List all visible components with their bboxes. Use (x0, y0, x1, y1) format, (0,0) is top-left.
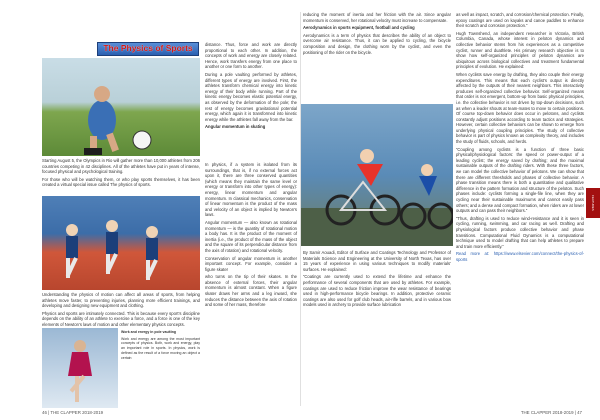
col2-p3-heading: Angular momentum in skating (205, 124, 266, 130)
col2-p2: During a pole vaulting performed by athletes, different types of energy are involved. First, the athletes transform chemical energy into kinetic energy of their body while running. Part of the kinetic energy becomes elastic potential energy, as observed by the deformation of the pole; the rest of energy becomes gravitational potential energy, which again it is transformed into kinetic energy while the athletes fall away from the bar. (205, 71, 297, 122)
photo-skater (42, 328, 118, 408)
col4-p3: When cyclists save energy by drafting, they also couple their energy expenditures. This means that each cyclist’s output is directly affected by the outputs of their nearest neighbors. This interactivity produces self-organized collective behavior. Self-organized means that order is not emergent, bottom-up from basic physical principles, i.e. the collective behavior is not driven by top-down decisions, such as when a leader shouts at team-mates to move to certain positions. Of course top-down behavior does occur in pelotons, and cyclists constantly adjust positions according to team tactics and strategies. However, certain collective behaviors can be shown to emerge from underlying physical coupling principles. The study of collective behavior is part of physics known as complexity theory, and includes the study of fluids, schools, and herds. (456, 71, 584, 145)
col3-p2: Aerodynamics in sports equipment, football and cycling (303, 25, 415, 31)
col3-p5: “Coatings are currently used to extend the lifetime and enhance the performance of several components that are used by athletes. For example, coatings are used to reduce friction improve the wear resistance of bearings used in high-performance bicycle bearings. In addition, protective ceramic coatings are also used for golf club heads, air-rifle barrels, and in various bow models used in archery to provide surface lubrication (303, 274, 451, 308)
column-2 (205, 42, 297, 132)
column-1b (42, 292, 200, 330)
col4-p5: “Thus, drafting is used to reduce wind-resistance and it is seen in cycling, running, swimming, and car racing as well. Drafting and physiological factors produce collective behavior and phase transitions. Computational Fluid Dynamics is a computational technique used to model drafting that can help athletes to prepare and train more efficiently.” (456, 215, 584, 249)
col3-p1: reducing the moment of inertia and her friction with the air. Since angular momentum is conserved, her rotational velocity must increase to compensate. (303, 12, 451, 23)
col2-p4: In physics, if a system is isolated from its surroundings, that is, if no external forces act upon it, there are three conserved quantities (which means they maintain the same level or energy or transform into other types of energy): energy, linear momentum and angular momentum. In classical mechanics, conservation of linear momentum is the product of the mass and velocity of an object is implied by Newton’s laws. (205, 162, 297, 218)
col3-p3: Aerodynamics is a term of physics that describes the ability of an object to overcome air resistance. Thus, it can be applied to cycling, the bicycle composition and design, the clothing worn by the cyclist, and even the positioning of the rider on the bicycle. (303, 32, 451, 55)
footer-right: THE CLAPPER 2018-2019 | 47 (520, 410, 582, 415)
col4-p2: Hugh Townshend, an independent researcher in Victoria, British Columbia, Canada, whose interest in peloton dynamics and collective behavior stems from his experiences as a competitive cyclist, runner and duathlete. His primary research objective is to show how self-organized principles of peloton dynamics are ubiquitous across biological collectives and treatment fundamental principles of evolution. He explained: (456, 30, 584, 70)
col2-p5: Angular momentum — also known as rotational momentum — is the quantity of rotational motion a body has. It is the product of the moment of inertia (i.e., the product of the mass of the object and the square of its perpendicular distance from the axis of rotation) and rotational velocity. (205, 219, 297, 253)
col2-p7: who turns on the tip of their skates. In the absence of external forces, their angular momentum is almost constant. When a figure skater draws her arms and a leg inward, she reduces the distance between the axis of rotation and some of her mass, therefore (205, 274, 297, 308)
col2-p6: Conservation of angular momentum is another important concept. For example, consider a figure skater (205, 255, 297, 272)
col3-p4: By Samir Aouadi, Editor of Surface and Coatings Technology and Professor of Materials Science and Engineering at the University of North Texas, has over 15 years of experience in using various techniques to modify materials’ surfaces. He explained: (303, 250, 451, 272)
column-1 (42, 158, 200, 190)
col1-p1: Starting August 5, the Olympics in Rio will gather more than 10,000 athletes from 206 countries competing in 42 disciplines. All of the athletes have put in years of intense, focused physical and psychological training. (42, 158, 200, 175)
col1-p3: Understanding the physics of motion can affect all areas of sports, from helping athletes move faster, to preventing injuries, planning more efficient trainings, and developing and designing new equipment and clothing. (42, 292, 200, 309)
col1-p2: For those who will be watching them, or who play sports themselves, it has been created a virtual special issue called The physics of sports. (42, 176, 200, 188)
column-4 (456, 12, 584, 265)
column-2b (205, 162, 297, 310)
photo-runners (42, 196, 200, 290)
col4-p4: “Coupling among cyclists is a function of three basic physical/physiological factors: the speed or power-output of a leading cyclist; the energy saved by drafting; and the maximal sustainable outputs of the drafting riders. With these three factors, we can model the collective behavior of pelotons. We can show that there are different thresholds and phases of collective behavior. A phase transition means there is both a quantitative and qualitative difference in the pattern formation and structure of the peloton. Such phases include: cyclists forming a single-file line, when they are cycling near their sustainable maximums and cannot easily pass others; and a dense and compact formation, when riders are at lower outputs and can pass their neighbors.” (456, 146, 584, 214)
col1-p5: Work and energy are among the most important concepts of physics. Both, work and energy, play an important role in sports. In physics, work is defined as the result of a force moving an object a certain (121, 336, 200, 360)
section-tab: FEATURES (586, 188, 600, 218)
col4-read-more[interactable]: Read more at: https://www.elsevier.com/connect/the-physics-of-sports (456, 251, 584, 262)
column-1c (121, 330, 200, 362)
col1-p4: Physics and sports are intimately connected. This is because every sport’s discipline depends on the ability of an athlete to exercise a force, and a force is one of the key elements of Newton’s laws of motion and other elementary physics concepts. (42, 310, 200, 327)
page-title: The Physics of Sports (103, 43, 193, 53)
photo-cyclists (301, 104, 453, 246)
col1-p5-heading: Work and energy in pole vaulting (121, 330, 176, 334)
col4-p1: as well as impact, scratch, and corrosion/chemical protection. Finally, epoxy coatings are used on kayaks and canoe paddles to enhance their scratch and corrosion protection.” (456, 12, 584, 29)
column-3b (303, 250, 451, 310)
photo-runner (42, 58, 200, 156)
footer-left: 46 | THE CLAPPER 2018-2019 (42, 410, 104, 415)
column-3 (303, 12, 451, 57)
col2-p1: distance. Thus, force and work are directly proportional to each other. In addition, the concepts of work and energy are closely related. Hence, work transfers energy from one place to another or one form to another. (205, 42, 297, 70)
